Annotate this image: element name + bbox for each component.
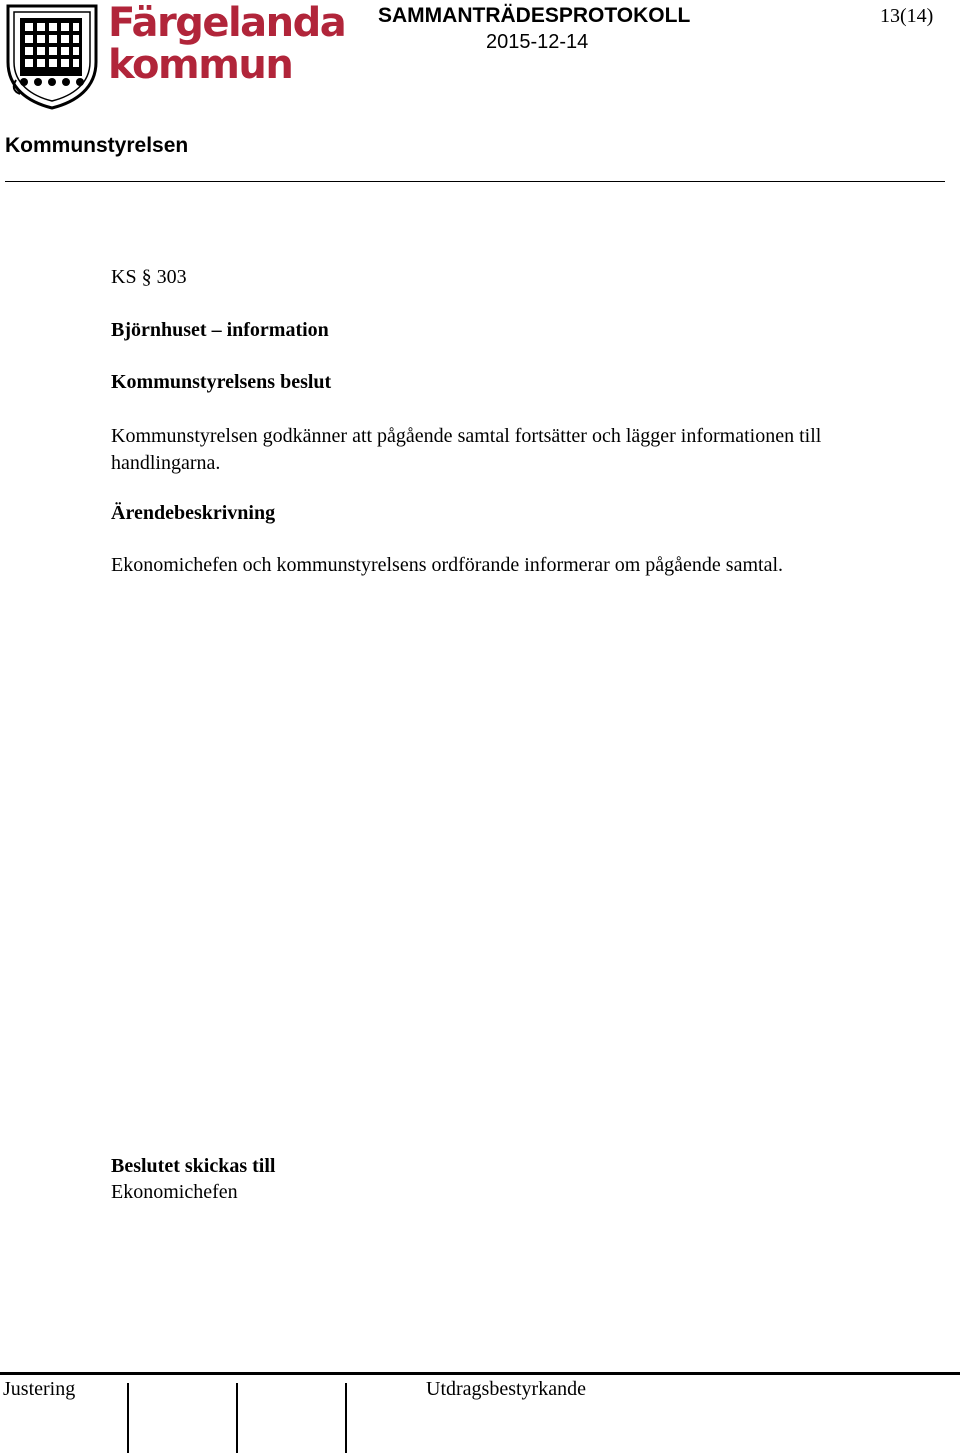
committee-name: Kommunstyrelsen: [5, 134, 189, 157]
case-subject: Björnhuset – information: [111, 319, 329, 341]
description-text: Ekonomichefen och kommunstyrelsens ordförande informerar om pågående samtal.: [111, 554, 784, 576]
decision-text: Kommunstyrelsen godkänner att pågående samtal fortsätter och lägger informationen till handlingarna.: [111, 425, 822, 474]
logo-line-2: kommun: [108, 42, 293, 88]
municipality-logo-text: [108, 2, 345, 86]
signature-box-divider: [127, 1383, 129, 1453]
signature-box-divider: [345, 1383, 347, 1453]
signature-box-divider: [236, 1383, 238, 1453]
coat-of-arms-icon: [4, 2, 100, 110]
logo-line-1: Färgelanda: [108, 0, 346, 46]
page-number: 13(14): [880, 5, 934, 27]
section-reference: KS § 303: [111, 266, 187, 288]
document-title: SAMMANTRÄDESPROTOKOLL: [378, 4, 691, 27]
justering-label: Justering: [3, 1378, 76, 1400]
description-heading: Ärendebeskrivning: [111, 502, 276, 524]
footer-divider: [0, 1372, 960, 1375]
meeting-date: 2015-12-14: [486, 31, 589, 53]
utdragsbestyrkande-label: Utdragsbestyrkande: [426, 1378, 586, 1400]
decision-heading: Kommunstyrelsens beslut: [111, 371, 332, 393]
sent-to-recipient: Ekonomichefen: [111, 1181, 238, 1203]
header-divider: [5, 181, 945, 182]
sent-to-heading: Beslutet skickas till: [111, 1155, 276, 1177]
